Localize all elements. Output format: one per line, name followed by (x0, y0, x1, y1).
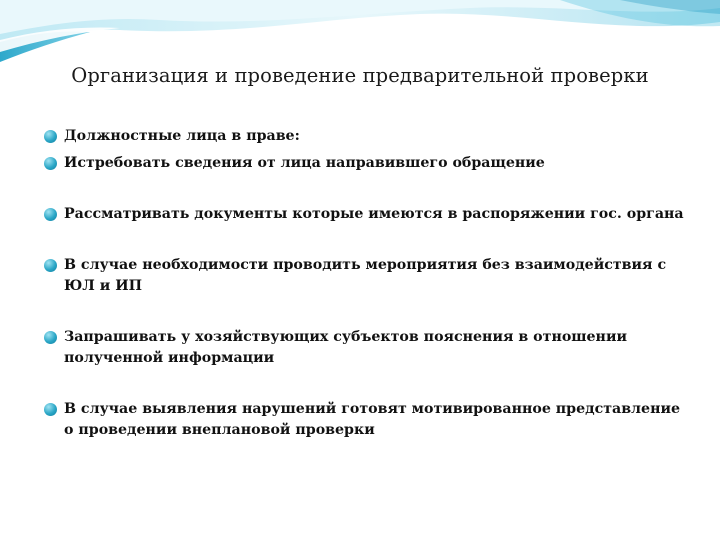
bullet-dot-icon (44, 208, 57, 221)
bullet-dot-icon (44, 130, 57, 143)
list-item (44, 153, 684, 174)
slide-title: Организация и проведение предварительной проверки (71, 64, 649, 87)
list-item-text: Должностные лица в праве: (64, 128, 300, 144)
list-item-text: В случае необходимости проводить мероприятия без взаимодействия с ЮЛ и ИП (64, 257, 667, 294)
bullet-dot-icon (44, 403, 57, 416)
bullet-dot-icon (44, 259, 57, 272)
bullet-list (44, 126, 684, 441)
list-item (44, 204, 684, 225)
bullet-dot-icon (44, 157, 57, 170)
list-item-text: Истребовать сведения от лица направившего обращение (64, 155, 545, 171)
list-item-text: В случае выявления нарушений готовят мотивированное представление о проведении внеплановой проверки (64, 401, 681, 438)
list-item (44, 126, 684, 147)
list-item-text: Запрашивать у хозяйствующих субъектов пояснения в отношении полученной информации (64, 329, 627, 366)
list-item (44, 255, 684, 297)
list-item (44, 399, 684, 441)
bullet-dot-icon (44, 331, 57, 344)
list-item (44, 327, 684, 369)
list-item-text: Рассматривать документы которые имеются в распоряжении гос. органа (64, 206, 684, 222)
